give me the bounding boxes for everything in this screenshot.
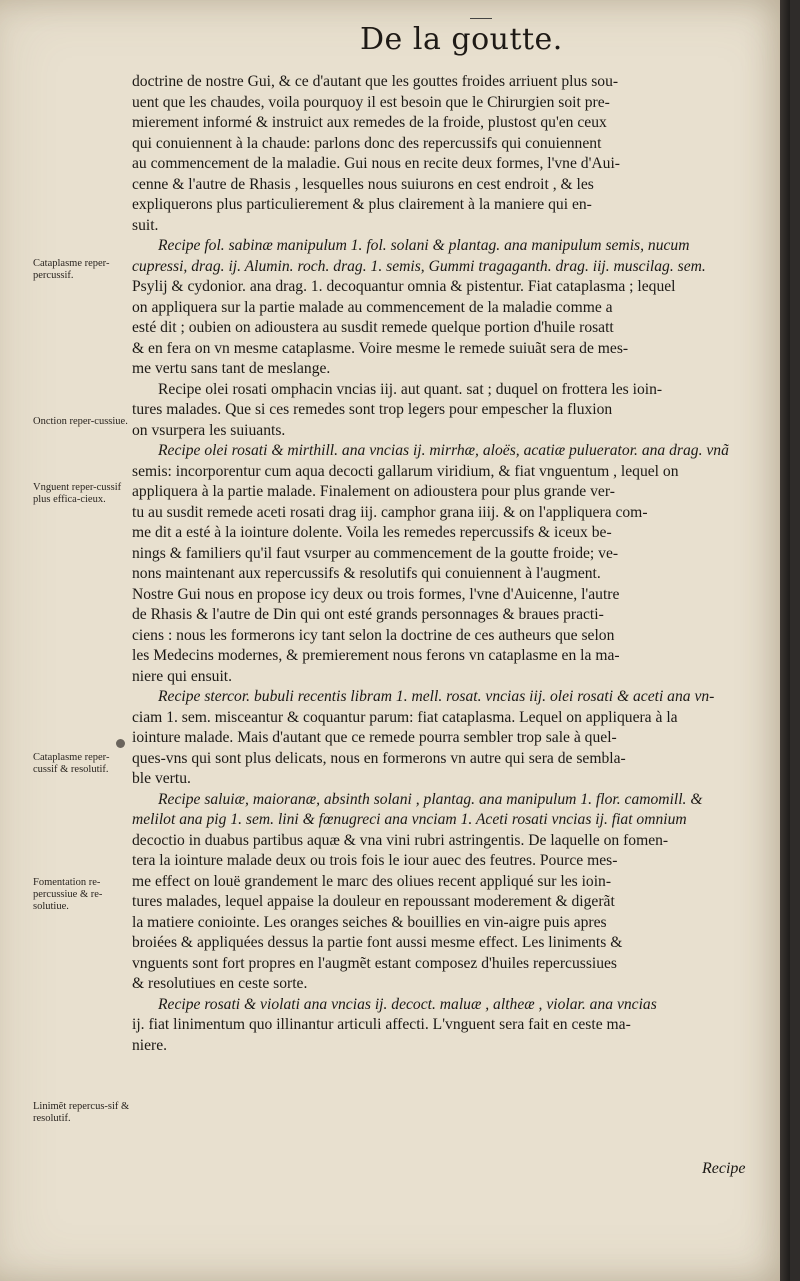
text-line: me effect on louë grandement le marc des oliues recent appliqué sur les ioin-: [132, 872, 612, 890]
text-line: suit.: [132, 216, 159, 234]
text-line: de Rhasis & l'autre de Din qui ont esté grands personnages & braues practi-: [132, 606, 604, 623]
text-line: nons maintenant aux repercussifs & resolutifs qui conuiennent à l'augment.: [132, 565, 601, 582]
text-line: esté dit ; oubien on adioustera au susdit remede quelque portion d'huile rosatt: [132, 319, 614, 336]
text-line: expliquerons plus particulierement & plus clairement à la maniere qui en-: [132, 196, 592, 213]
text-line: Nostre Gui nous en propose icy deux ou trois formes, l'vne d'Auicenne, l'autre: [132, 585, 620, 603]
text-line: Psylij & cydonior. ana drag. 1. decoquantur omnia & pistentur. Fiat cataplasma ; lequel: [132, 278, 676, 295]
text-line: Recipe saluiæ, maioranæ, absinth solani , plantag. ana manipulum 1. flor. camomill. &: [158, 790, 703, 808]
main-text: [132, 72, 764, 1056]
text-line: tures malades, lequel appaise la douleur en repoussant moderement & digerãt: [132, 893, 615, 910]
text-line: semis: incorporentur cum aqua decocti gallarum viridium, & fiat vnguentum , lequel on: [132, 462, 679, 480]
text-line: Recipe rosati & violati ana vncias ij. decoct. maluæ , altheæ , violar. ana vncias: [158, 995, 657, 1013]
text-line: doctrine de nostre Gui, & ce d'autant que les gouttes froides arriuent plus sou-: [132, 73, 619, 90]
text-line: vnguents sont fort propres en l'augmẽt estant composez d'huiles repercussiues: [132, 954, 618, 972]
text-line: les Medecins modernes, & premierement nous ferons vn cataplasme en la ma-: [132, 647, 620, 664]
text-line: qui conuiennent à la chaude: parlons donc des repercussifs qui conuiennent: [132, 134, 602, 152]
text-line: niere qui ensuit.: [132, 667, 233, 685]
text-line: ciam 1. sem. misceantur & coquantur parum: fiat cataplasma. Lequel on appliquera à la: [132, 708, 678, 726]
text-line: Recipe olei rosati omphacin vncias iij. aut quant. sat ; duquel on frottera les ioin-: [158, 380, 663, 398]
text-line: la matiere coniointe. Les oranges seiches & bouillies en vin-aigre puis apres: [132, 913, 607, 931]
page-edge: [780, 0, 790, 1281]
header-rule: [470, 18, 492, 19]
text-line: au commencement de la maladie. Gui nous en recite deux formes, l'vne d'Aui-: [132, 155, 620, 172]
margin-note: Fomentation re-percussiue & re-solutiue.: [33, 877, 103, 912]
text-line: ciens : nous les formerons icy tant selon la doctrine de ces autheurs que selon: [132, 626, 615, 644]
text-line: ques-vns qui sont plus delicats, nous en formerons vn autre qui sera de sembla-: [132, 749, 626, 767]
margin-note: Cataplasme reper-percussif.: [33, 258, 110, 281]
text-line: Recipe stercor. bubuli recentis libram 1. mell. rosat. vncias iij. olei rosati & aceti ana vn-: [158, 688, 715, 705]
margin-note: Vnguent reper-cussif plus effica-cieux.: [33, 482, 122, 505]
text-line: on appliquera sur la partie malade au commencement de la maladie comme a: [132, 298, 613, 316]
text-line: nings & familiers qu'il faut vsurper au commencement de la goutte froide; ve-: [132, 544, 619, 562]
text-line: me dit a esté à la iointure dolente. Voila les remedes repercussifs & iceux be-: [132, 524, 612, 541]
catchword: Recipe: [702, 1160, 746, 1177]
text-line: tera la iointure malade deux ou trois fois le iour auec des feutres. Pource mes-: [132, 852, 618, 869]
text-line: on vsurpera les suiuants.: [132, 421, 286, 439]
margin-note: Onction reper-cussiue.: [33, 416, 128, 427]
text-line: & resolutiues en ceste sorte.: [132, 975, 308, 992]
text-line: uent que les chaudes, voila pourquoy il est besoin que le Chirurgien soit pre-: [132, 93, 610, 111]
text-line: ij. fiat linimentum quo illinantur articuli affecti. L'vnguent sera fait en ceste ma-: [132, 1016, 631, 1033]
text-line: & en fera on vn mesme cataplasme. Voire mesme le remede suiuãt sera de mes-: [132, 339, 629, 357]
text-line: niere.: [132, 1036, 168, 1054]
margin-note: Linimẽt repercus-sif & resolutif.: [33, 1101, 130, 1124]
margin-note: Cataplasme reper-cussif & resolutif.: [33, 752, 110, 775]
text-line: decoctio in duabus partibus aquæ & vna vini rubri astringentis. De laquelle on fomen-: [132, 831, 669, 849]
text-line: melilot ana pig 1. sem. lini & fœnugreci ana vnciam 1. Aceti rosati vncias ij. fiat omnium: [132, 811, 687, 828]
text-line: Recipe olei rosati & mirthill. ana vncias ij. mirrhæ, aloës, acatiæ puluerator. ana drag. vnã: [158, 442, 729, 459]
text-line: tures malades. Que si ces remedes sont trop legers pour empescher la fluxion: [132, 401, 613, 418]
ink-blot: [116, 739, 125, 748]
page-title: De la goutte.: [360, 22, 563, 57]
text-line: mierement informé & instruict aux remedes de la froide, plustost qu'en ceux: [132, 114, 607, 131]
text-line: ble vertu.: [132, 770, 191, 787]
text-line: appliquera à la partie malade. Finalement on adioustera pour plus grande ver-: [132, 483, 615, 500]
text-line: cenne & l'autre de Rhasis , lesquelles nous suiurons en cest endroit , & les: [132, 175, 594, 193]
text-line: cupressi, drag. ij. Alumin. roch. drag. 1. semis, Gummi tragaganth. drag. iij. muscilag. sem.: [132, 257, 706, 275]
text-line: broiées & appliquées dessus la partie font aussi mesme effect. Les liniments &: [132, 934, 623, 951]
text-line: iointure malade. Mais d'autant que ce remede pourra sembler trop sale à quel-: [132, 729, 617, 746]
text-line: tu au susdit remede aceti rosati drag iij. camphor grana iiij. & on l'appliquera com-: [132, 503, 648, 521]
text-line: Recipe fol. sabinæ manipulum 1. fol. solani & plantag. ana manipulum semis, nucum: [158, 237, 690, 254]
text-line: me vertu sans tant de meslange.: [132, 360, 331, 377]
